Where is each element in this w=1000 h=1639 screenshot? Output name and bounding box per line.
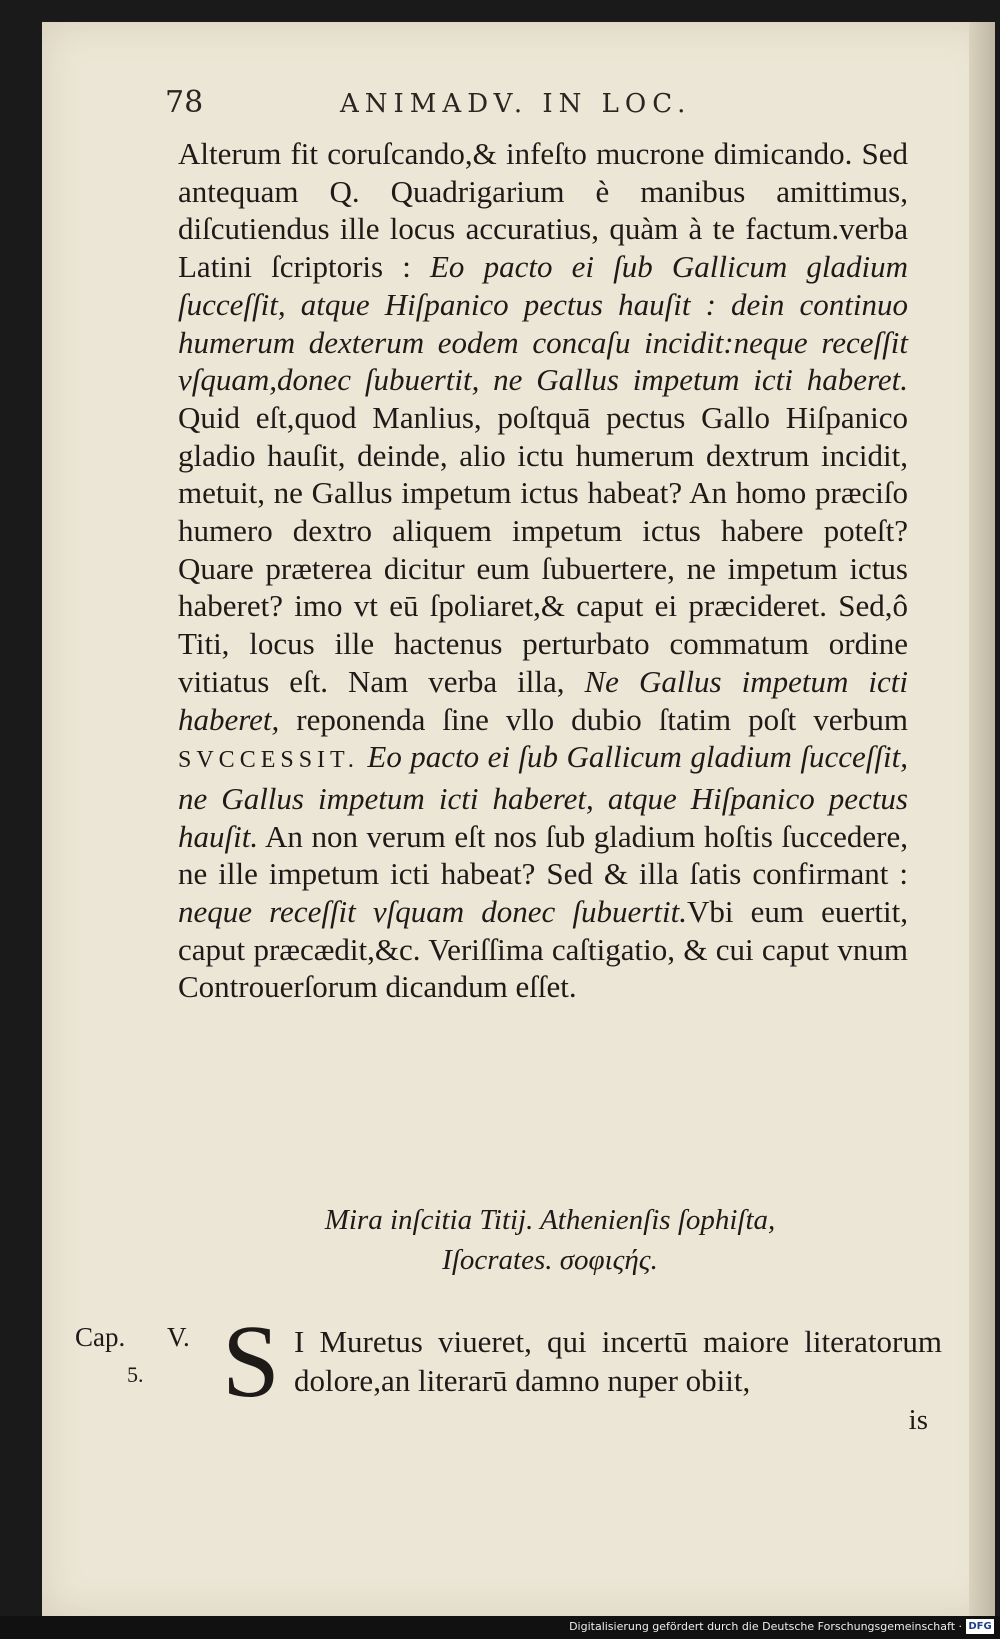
latin-quotation: Ne Gallus impetum icti haberet,: [178, 663, 908, 737]
latin-quotation: Eo pacto ei ſub Gallicum gladium ſucceſſit, atque Hiſpanico pectus hauſit : dein continuo humerum dexterum eodem concaſu incidit:neque receſſit vſquam,donec ſubuertit, ne Gallus impetum icti haberet.: [178, 249, 908, 398]
running-head-title: ANIMADV. IN LOC.: [340, 89, 692, 119]
body-text-segment: Vbi eum euertit, caput præcædit,&c. Veriſſima caſtigatio, & cui caput vnum Controuerſorum dicandum eſſet.: [178, 894, 908, 1005]
margin-chapter-number: 5.: [127, 1362, 144, 1387]
latin-quotation: Eo pacto ei ſub Gallicum gladium ſucceſſit, ne Gallus impetum icti haberet, atque Hiſpanico pectus hauſit.: [178, 739, 908, 854]
margin-chapter-roman: V.: [167, 1322, 190, 1352]
page-edge: [969, 22, 995, 1616]
running-head: [165, 85, 765, 125]
main-text-block: [178, 135, 908, 1006]
catchword: is: [908, 1404, 928, 1436]
drop-cap: S: [222, 1304, 280, 1419]
small-caps-word: SVCCESSIT.: [178, 747, 359, 774]
footer-credit: Digitalisierung gefördert durch die Deutsche Forschungsgemeinschaft ·: [569, 1620, 962, 1633]
section-heading-line: Iſocrates. σοφιςής.: [442, 1244, 658, 1276]
latin-quotation: neque receſſit vſquam donec ſubuertit.: [178, 894, 687, 930]
body-text-segment: Quid eſt,quod Manlius, poſtquā pectus Gallo Hiſpanico gladio hauſit, deinde, alio ictu humerum dextrum incidit, metuit, ne Gallus impetum ictus habeat? An homo præciſo humero dextro aliquem impetum ictus habere poteſt? Quare præterea dicitur eum ſubuertere, ne impetum ictus haberet? imo vt eū ſpoliaret,& caput ei præcideret. Sed,ô Titi, locus ille hactenus perturbato commatum ordine vitiatus eſt. Nam verba illa,: [178, 399, 908, 699]
margin-chapter-label: Cap.: [75, 1322, 126, 1352]
section-heading-line: Mira inſcitia Titij. Athenienſis ſophiſta,: [324, 1204, 776, 1236]
paragraph: [178, 135, 908, 1006]
dfg-logo-icon: DFG: [966, 1619, 994, 1634]
body-text-segment: reponenda ſine vllo dubio ſtatim poſt verbum: [279, 701, 908, 737]
page-number: 78: [165, 85, 204, 120]
section-opening-text: I Muretus viueret, qui incertū maiore literatorum dolore,an literarū damno nuper obiit,: [294, 1324, 942, 1398]
footer-bar: [0, 1616, 1000, 1639]
section-heading: [200, 1200, 900, 1280]
body-text-segment: An non verum eſt nos ſub gladium hoſtis ſuccedere, ne ille impetum icti habeat? Sed & illa ſatis confirmant :: [178, 818, 908, 892]
body-text-segment: Alterum fit coruſcando,& infeſto mucrone dimicando. Sed antequam Q. Quadrigarium è manibus amittimus, diſcutiendus ille locus accuratius, quàm à te factum.verba Latini ſcriptoris :: [178, 136, 908, 285]
